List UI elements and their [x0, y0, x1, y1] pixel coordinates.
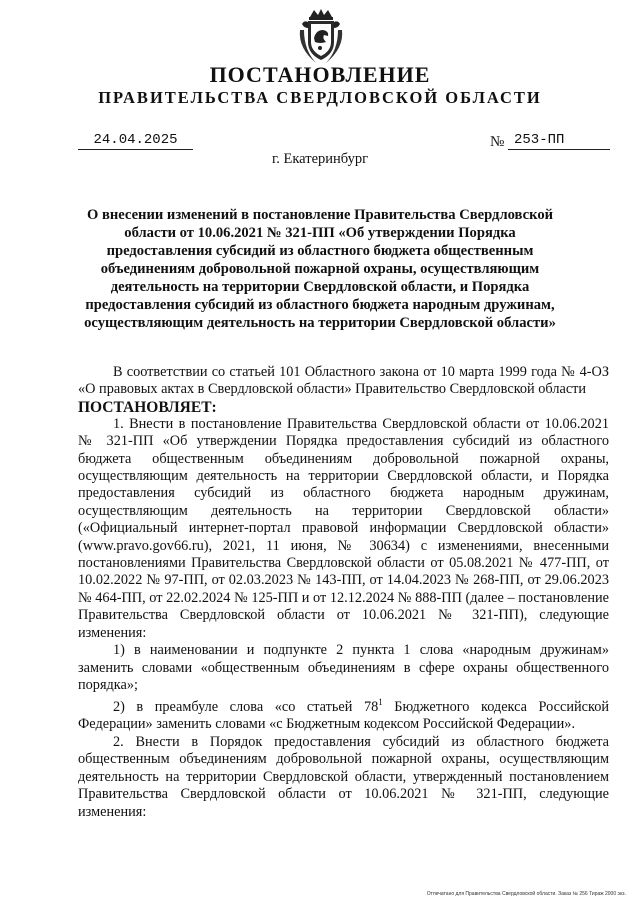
coat-of-arms-icon	[296, 8, 346, 66]
number-sign: №	[490, 134, 505, 150]
item-1-paragraph: 1. Внести в постановление Правительства Свердловской области от 10.06.2021 № 321-ПП «Об утверждении Порядка предоставления субсидий из областного бюджета общественным объединениям добровольной пожарной охраны, осуществляющим деятельность на территории Свердловской области, и Порядка предоставления субсидий из областного бюджета народным дружинам, осуществляющим деятельность на территории Свердловской области» («Официальный интернет-портал правовой информации Свердловской области» (www.pravo.gov66.ru), 2021, 11 июня, № 30634) с изменениями, внесенными постановлениями Правительства Свердловской области от 05.08.2021 № 477-ПП, от 10.02.2022 № 97-ПП, от 02.03.2023 № 143-ПП, от 14.04.2023 № 268-ПП, от 29.06.2023 № 464-ПП, от 22.02.2024 № 125-ПП и от 12.12.2024 № 888-ПП (далее – постановление Правительства Свердловской области от 10.06.2021 № 321-ПП), следующие изменения:	[78, 415, 609, 641]
item-1-2-text-start: 2) в преамбуле слова «со статьей 78	[113, 699, 379, 716]
document-body	[78, 364, 609, 821]
document-number: 253-ПП	[508, 132, 610, 150]
city-of-issue: г. Екатеринбург	[271, 151, 369, 167]
issuing-authority: ПРАВИТЕЛЬСТВА СВЕРДЛОВСКОЙ ОБЛАСТИ	[98, 88, 542, 107]
resolves-heading: ПОСТАНОВЛЯЕТ:	[78, 398, 217, 416]
document-title: О внесении изменений в постановление Правительства Свердловской области от 10.06.2021 № 321-ПП «Об утверждении Порядка предоставления субсидий из областного бюджета общественным объединениям добровольной пожарной охраны, осуществляющим деятельность на территории Свердловской области, и Порядка предоставления субсидий из областного бюджета народным дружинам, осуществляющим деятельность на территории Свердловской области»	[84, 207, 556, 331]
preamble-paragraph: В соответствии со статьей 101 Областного закона от 10 марта 1999 года № 4-ОЗ «О правовых актах в Свердловской области» Правительство Свердловской области	[78, 364, 609, 398]
item-1-2-superscript: 1	[378, 697, 383, 708]
item-1-2-text-end: Бюджетного кодекса Российской Федерации» заменить словами «с Бюджетным кодексом Российской Федерации».	[78, 699, 609, 733]
item-2-paragraph: 2. Внести в Порядок предоставления субсидий из областного бюджета общественным объединениям добровольной пожарной охраны, осуществляющим деятельность на территории Свердловской области, утвержденный постановлением Правительства Свердловской области от 10.06.2021 № 321-ПП, следующие изменения:	[78, 733, 609, 820]
document-type: ПОСТАНОВЛЕНИЕ	[209, 62, 431, 87]
item-1-1-paragraph: 1) в наименовании и подпункте 2 пункта 1 слова «народным дружинам» заменить словами «общественным объединениям в сфере охраны общественного порядка»;	[78, 642, 609, 693]
print-run-note: Отпечатано для Правительства Свердловской области. Заказ № 256 Тираж 2000 экз.	[426, 891, 626, 897]
document-date: 24.04.2025	[78, 132, 193, 150]
item-1-2-paragraph	[78, 694, 609, 734]
